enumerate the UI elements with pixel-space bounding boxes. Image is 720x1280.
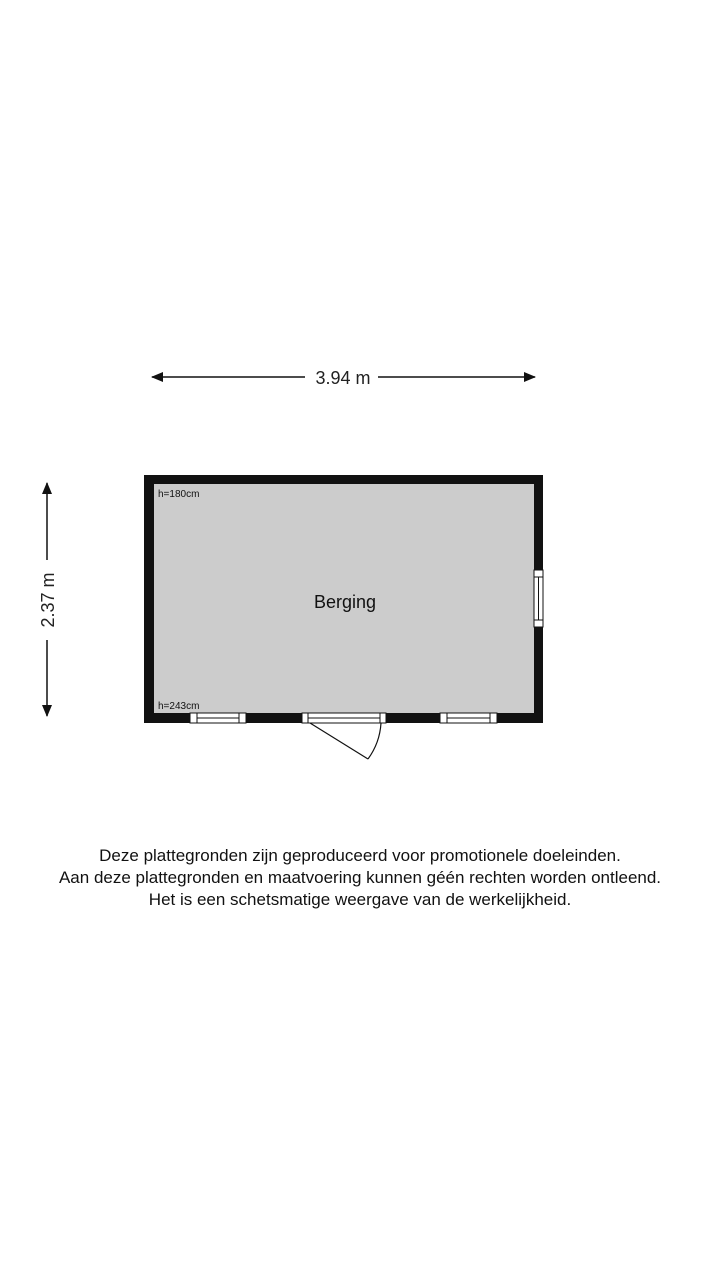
wall-top <box>144 475 543 484</box>
wall-right-upper <box>534 475 543 570</box>
door <box>302 713 386 759</box>
disclaimer-line-1: Deze plattegronden zijn geproduceerd voor promotionele doeleinden. <box>99 846 621 865</box>
wall-bottom-1 <box>144 713 190 723</box>
door-leaf <box>310 723 368 759</box>
wall-bottom-2 <box>246 713 302 723</box>
wall-right-lower <box>534 627 543 723</box>
width-dimension <box>152 368 535 388</box>
wall-left <box>144 475 154 723</box>
disclaimer <box>0 845 720 911</box>
wall-bottom-3 <box>386 713 440 723</box>
disclaimer-line-3: Het is een schetsmatige weergave van de werkelijkheid. <box>148 890 572 909</box>
wall-bottom-4 <box>497 713 543 723</box>
disclaimer-line-2: Aan deze plattegronden en maatvoering kunnen géén rechten worden ontleend. <box>58 868 662 887</box>
height-dimension <box>38 483 58 716</box>
width-label: 3.94 m <box>315 368 371 388</box>
window-bottom-right <box>440 713 497 723</box>
height-label: 2.37 m <box>38 572 58 628</box>
ceiling-height-top: h=180cm <box>158 489 200 500</box>
window-right <box>534 570 543 627</box>
door-swing-arc <box>368 723 381 759</box>
room-name: Berging <box>313 592 377 612</box>
ceiling-height-bottom: h=243cm <box>158 701 200 712</box>
window-bottom-left <box>190 713 246 723</box>
